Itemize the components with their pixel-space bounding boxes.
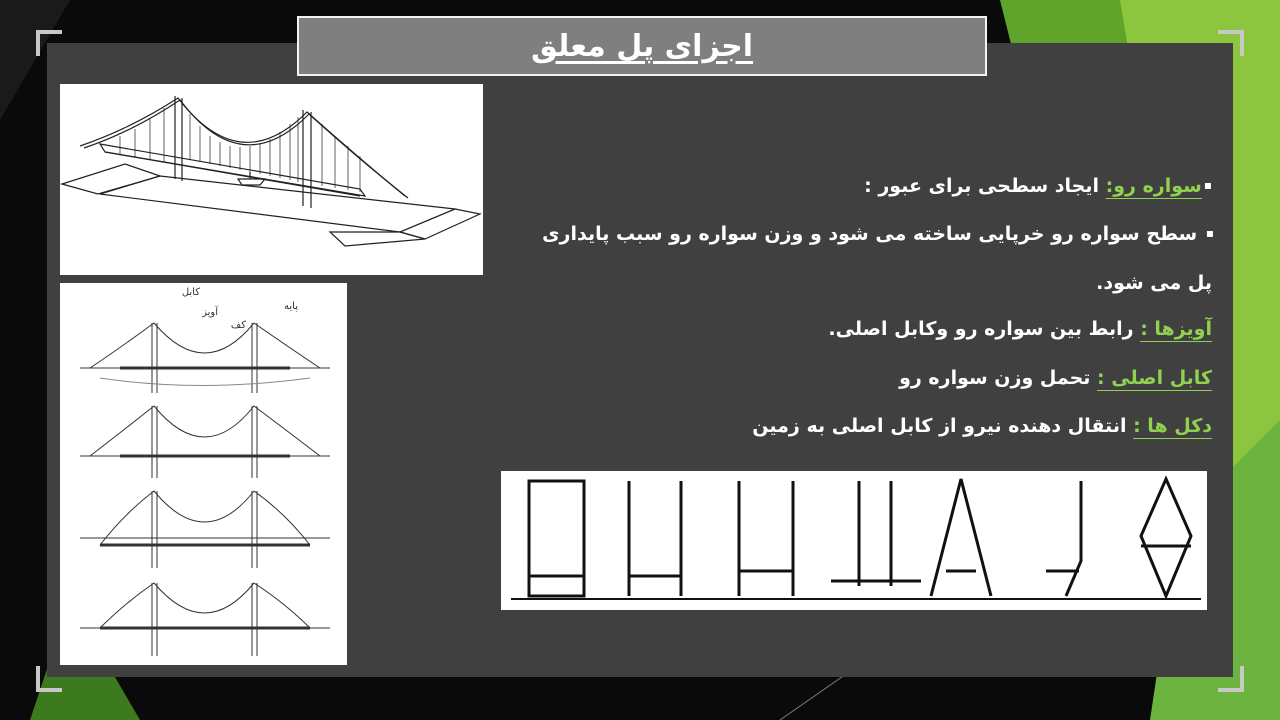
bridge-type-1 (80, 323, 330, 393)
item-deck-detail (542, 223, 1214, 245)
frame-corner-top-left (36, 30, 62, 56)
bridge-3d-drawing (60, 84, 483, 275)
bridge-types-illustration (60, 283, 347, 665)
tower-types-diagram (501, 471, 1207, 610)
desc-main-cable: تحمل وزن سواره رو (899, 367, 1098, 389)
desc-hangers: رابط بین سواره رو وکابل اصلی. (828, 318, 1141, 340)
bridge-type-3 (80, 491, 330, 568)
tower-types-illustration (501, 471, 1207, 610)
bullet-icon: ▪ (1203, 178, 1212, 192)
item-deck-detail-cont (1096, 272, 1212, 294)
desc-pylons: انتقال دهنده نیرو از کابل اصلی به زمین (752, 415, 1134, 437)
page-title: اجزای پل معلق (530, 28, 754, 64)
bullet-icon: ▪ (1205, 226, 1214, 240)
desc-deck-detail: سطح سواره رو خرپایی ساخته می شود و وزن سواره رو سبب پایداری (542, 223, 1204, 245)
bridge-3d-illustration (60, 84, 483, 275)
term-main-cable: کابل اصلی : (1097, 367, 1212, 389)
term-deck: سواره رو: (1105, 175, 1202, 197)
item-pylons (752, 415, 1212, 437)
bridge-type-4 (80, 583, 330, 656)
term-pylons: دکل ها : (1133, 415, 1212, 437)
label-cable: کابل (181, 287, 200, 298)
bridge-types-diagram (60, 283, 347, 665)
frame-corner-bottom-left (36, 666, 62, 692)
item-main-cable (899, 367, 1212, 389)
label-pylon: پایه (284, 301, 298, 312)
desc-deck: ایجاد سطحی برای عبور : (864, 175, 1106, 197)
bridge-type-2 (80, 406, 330, 478)
item-deck (864, 175, 1212, 197)
frame-corner-bottom-right (1218, 666, 1244, 692)
label-hanger: آویز (202, 307, 218, 318)
title-box (297, 16, 987, 76)
item-hangers (828, 318, 1212, 340)
frame-corner-top-right (1218, 30, 1244, 56)
desc-deck-detail-cont: پل می شود. (1096, 272, 1212, 294)
term-hangers: آویزها : (1140, 318, 1212, 340)
label-deck: کف (230, 320, 246, 331)
